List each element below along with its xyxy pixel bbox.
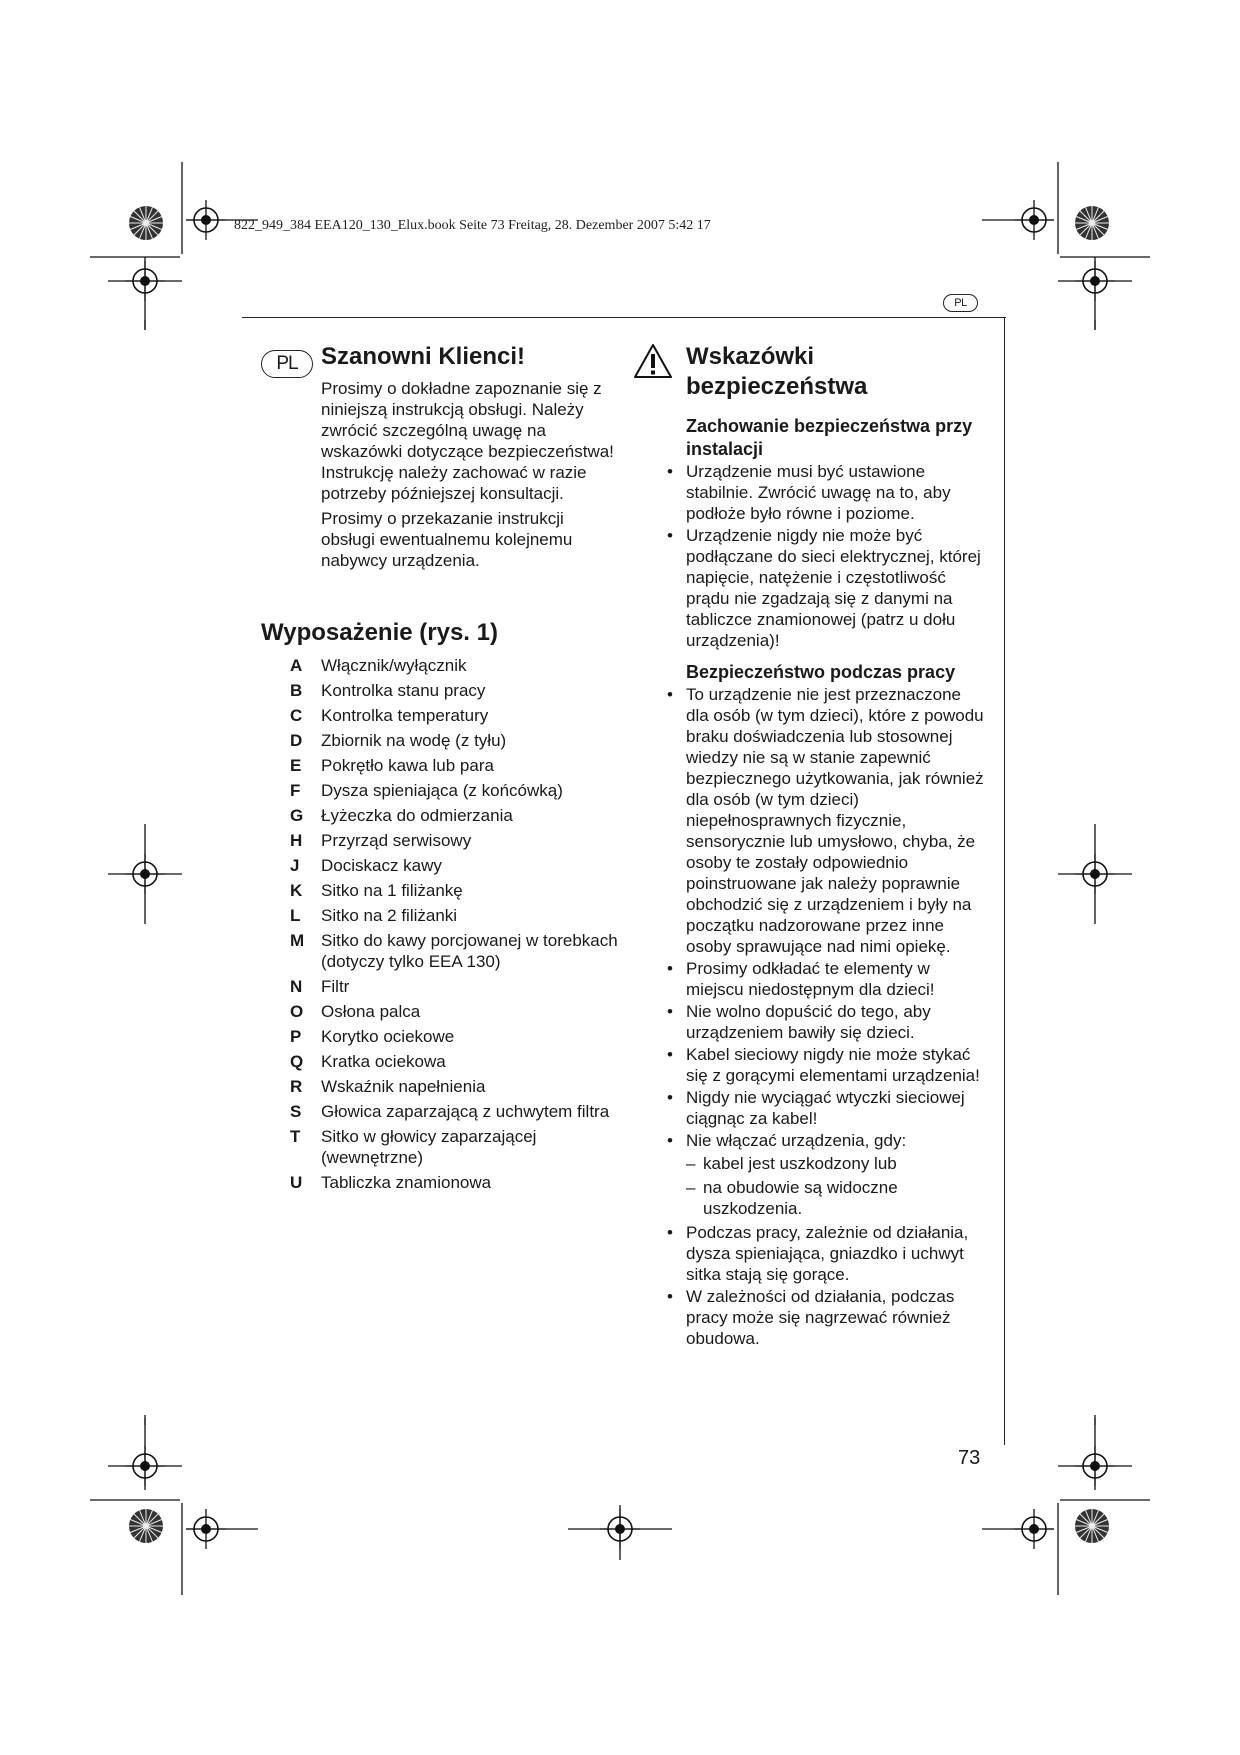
equipment-item — [290, 1076, 620, 1097]
equipment-item — [290, 705, 620, 726]
equipment-key: P — [290, 1027, 302, 1046]
list-item — [667, 1044, 986, 1086]
sub-list — [686, 1153, 986, 1219]
equipment-label: Pokrętło kawa lub para — [321, 756, 494, 775]
equipment-key: J — [290, 856, 300, 875]
list-item — [667, 1130, 986, 1219]
bullet: • — [667, 1223, 673, 1242]
safety-title-line: Wskazówki — [686, 343, 815, 370]
list-item — [667, 461, 986, 524]
equipment-item — [290, 976, 620, 997]
equipment-key: K — [290, 881, 303, 900]
bullet: • — [667, 462, 673, 481]
equipment-key: U — [290, 1173, 303, 1192]
equipment-item — [290, 930, 620, 972]
equipment-item — [290, 730, 620, 751]
list-item-text: To urządzenie nie jest przeznaczone dla osób (w tym dzieci), które z powodu braku doświadczenia lub stosownej wiedzy nie są w stanie zapewnić bezpiecznego użytkowania, jak również dla osób (w tym dzieci) niepełnosprawnych fizycznie, sensorycznie lub umysłowo, chyba, że osoby te zostały odpowiednio poinstruowane jak należy poprawnie obchodzić się z urządzeniem i były na początku nadzorowane przez inne osoby sprawujące nad nimi opiekę. — [686, 685, 984, 956]
sub-list-item — [686, 1153, 986, 1174]
list-item — [667, 1001, 986, 1043]
list-item — [667, 525, 986, 651]
work-list — [667, 684, 986, 1349]
print-info-line: 822_949_384 EEA120_130_Elux.book Seite 73 Freitag, 28. Dezember 2007 5:42 17 — [234, 218, 711, 233]
install-heading: Zachowanie bezpieczeństwa przy instalacji — [686, 416, 973, 459]
list-item — [667, 1087, 986, 1129]
equipment-label: Sitko w głowicy zaparzającej (wewnętrzne) — [321, 1127, 537, 1167]
intro-paragraph: Prosimy o przekazanie instrukcji obsługi ewentualnemu kolejnemu nabywcy urządzenia. — [321, 509, 573, 570]
list-item-text: Nigdy nie wyciągać wtyczki sieciowej ciągnąc za kabel! — [686, 1088, 965, 1128]
bullet: • — [667, 1088, 673, 1107]
list-item-text: Prosimy odkładać te elementy w miejscu niedostępnym dla dzieci! — [686, 959, 935, 999]
equipment-item — [290, 880, 620, 901]
bullet: • — [667, 526, 673, 545]
sub-list-item-text: kabel jest uszkodzony lub — [703, 1154, 897, 1173]
equipment-label: Tabliczka znamionowa — [321, 1173, 492, 1192]
bullet: • — [667, 1045, 673, 1064]
intro-paragraph: Prosimy o dokładne zapoznanie się z niniejszą instrukcją obsługi. Należy zwrócić szczególną uwagę na wskazówki dotyczące bezpieczeństwa! Instrukcję należy zachować w razie potrzeby późniejszej konsultacji. — [321, 379, 614, 503]
equipment-key: D — [290, 731, 303, 750]
equipment-label: Dysza spieniająca (z końcówką) — [321, 781, 563, 800]
equipment-item — [290, 855, 620, 876]
bullet: • — [667, 1131, 673, 1150]
install-list — [667, 461, 986, 651]
intro-text — [321, 378, 621, 571]
equipment-key: R — [290, 1077, 303, 1096]
equipment-title: Wyposażenie (rys. 1) — [261, 619, 498, 646]
list-item-text: Urządzenie nigdy nie może być podłączane do sieci elektrycznej, której napięcie, natężenie i częstotliwość prądu nie zgadzają się z danymi na tabliczce znamionowej (patrz u dołu urządzenia)! — [686, 526, 981, 650]
equipment-label: Głowica zaparzającą z uchwytem filtra — [321, 1102, 610, 1121]
equipment-item — [290, 1126, 620, 1168]
equipment-key: H — [290, 831, 303, 850]
equipment-key: A — [290, 656, 303, 675]
list-item-text: Urządzenie musi być ustawione stabilnie. Zwrócić uwagę na to, aby podłoże było równe i poziome. — [686, 462, 951, 523]
dash: – — [686, 1178, 696, 1197]
equipment-label: Wskaźnik napełnienia — [321, 1077, 486, 1096]
list-item-text: W zależności od działania, podczas pracy może się nagrzewać również obudowa. — [686, 1287, 955, 1348]
list-item — [667, 684, 986, 957]
list-item-text: Nie wolno dopuścić do tego, aby urządzeniem bawiły się dzieci. — [686, 1002, 931, 1042]
equipment-list — [290, 655, 620, 1197]
work-heading: Bezpieczeństwo podczas pracy — [686, 662, 956, 682]
safety-title — [686, 342, 867, 402]
list-item-text: Podczas pracy, zależnie od działania, dysza spieniająca, gniazdko i uchwyt sitka stają się gorące. — [686, 1223, 969, 1284]
sub-list-item-text: na obudowie są widoczne uszkodzenia. — [703, 1178, 898, 1218]
equipment-item — [290, 905, 620, 926]
equipment-label: Kratka ociekowa — [321, 1052, 446, 1071]
equipment-label: Sitko na 1 filiżankę — [321, 881, 463, 900]
equipment-key: T — [290, 1127, 301, 1146]
list-item — [667, 958, 986, 1000]
equipment-item — [290, 680, 620, 701]
page-frame-top-rule — [242, 317, 1006, 318]
equipment-key: N — [290, 977, 303, 996]
language-badge: PL — [261, 350, 313, 378]
equipment-label: Korytko ociekowe — [321, 1027, 455, 1046]
equipment-label: Osłona palca — [321, 1002, 421, 1021]
list-item-text: Kabel sieciowy nigdy nie może stykać się z gorącymi elementami urządzenia! — [686, 1045, 980, 1085]
bullet: • — [667, 959, 673, 978]
equipment-key: Q — [290, 1052, 304, 1071]
equipment-key: L — [290, 906, 301, 925]
equipment-key: S — [290, 1102, 302, 1121]
equipment-label: Sitko do kawy porcjowanej w torebkach (dotyczy tylko EEA 130) — [321, 931, 618, 971]
equipment-item — [290, 755, 620, 776]
equipment-item — [290, 1051, 620, 1072]
equipment-label: Filtr — [321, 977, 350, 996]
bullet: • — [667, 685, 673, 704]
intro-title: Szanowni Klienci! — [321, 343, 526, 370]
equipment-key: E — [290, 756, 302, 775]
equipment-item — [290, 1172, 620, 1193]
bullet: • — [667, 1287, 673, 1306]
equipment-key: F — [290, 781, 301, 800]
safety-content — [667, 415, 986, 1350]
page-number: 73 — [958, 1447, 981, 1469]
equipment-label: Kontrolka stanu pracy — [321, 681, 486, 700]
equipment-label: Dociskacz kawy — [321, 856, 442, 875]
equipment-item — [290, 1001, 620, 1022]
equipment-label: Włącznik/wyłącznik — [321, 656, 467, 675]
equipment-item — [290, 1026, 620, 1047]
equipment-item — [290, 1101, 620, 1122]
equipment-key: G — [290, 806, 304, 825]
equipment-label: Kontrolka temperatury — [321, 706, 489, 725]
list-item-text: Nie włączać urządzenia, gdy: — [686, 1131, 907, 1150]
equipment-key: O — [290, 1002, 304, 1021]
equipment-item — [290, 830, 620, 851]
equipment-key: C — [290, 706, 303, 725]
language-tab: PL — [943, 294, 978, 312]
equipment-item — [290, 805, 620, 826]
equipment-label: Sitko na 2 filiżanki — [321, 906, 458, 925]
list-item — [667, 1286, 986, 1349]
page-frame-right-rule — [1004, 317, 1005, 1445]
equipment-label: Zbiornik na wodę (z tyłu) — [321, 731, 507, 750]
equipment-key: M — [290, 931, 305, 950]
equipment-item — [290, 780, 620, 801]
bullet: • — [667, 1002, 673, 1021]
safety-title-line: bezpieczeństwa — [686, 373, 868, 400]
warning-triangle-icon — [633, 343, 673, 379]
dash: – — [686, 1154, 696, 1173]
equipment-label: Łyżeczka do odmierzania — [321, 806, 513, 825]
sub-list-item — [686, 1177, 986, 1219]
list-item — [667, 1222, 986, 1285]
equipment-key: B — [290, 681, 303, 700]
equipment-item — [290, 655, 620, 676]
equipment-label: Przyrząd serwisowy — [321, 831, 472, 850]
